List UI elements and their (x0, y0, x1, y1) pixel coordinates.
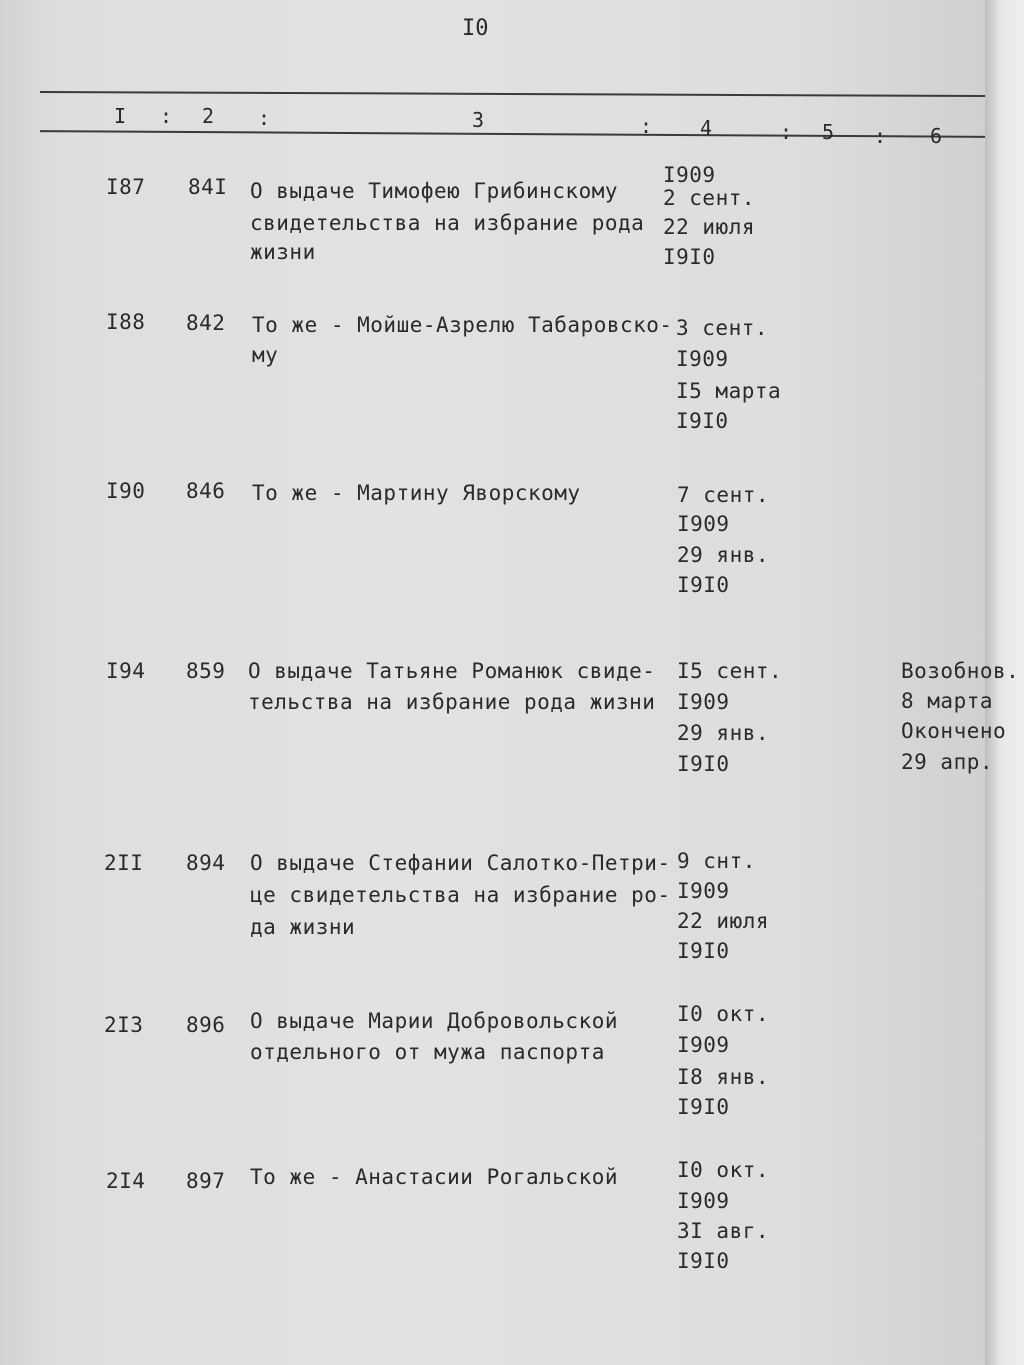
entry-text-line: О выдаче Марии Добровольской (250, 1009, 619, 1033)
entry-number: 2I4 (106, 1169, 146, 1193)
entry-date-line: I909 (677, 1189, 730, 1213)
entry-date-line: 29 янв. (677, 543, 770, 567)
header-col-6: 6 (930, 124, 943, 148)
header-col-1: I (114, 104, 127, 128)
entry-text-line: жизни (250, 240, 316, 264)
header-col-3: 3 (472, 108, 485, 132)
entry-text-line: отдельного от мужа паспорта (250, 1040, 605, 1064)
entry-date-line: I9I0 (677, 1249, 730, 1273)
header-col-5: 5 (822, 120, 835, 144)
entry-text-line: О выдаче Стефании Салотко-Петри- (250, 851, 671, 875)
header-sep-1: : (160, 104, 173, 128)
entry-number: I90 (106, 479, 146, 503)
entry-text-line: О выдаче Татьяне Романюк свиде- (248, 659, 656, 683)
header-col-4: 4 (700, 116, 713, 140)
entry-date-line: I8 янв. (677, 1065, 770, 1089)
entry-number: I88 (106, 310, 146, 334)
entry-date-line: 3I авг. (677, 1219, 770, 1243)
entry-date-line: I909 (677, 512, 730, 536)
entry-number: 2I3 (104, 1013, 144, 1037)
entry-date-line: 2 сент. (663, 186, 756, 210)
entry-case-number: 846 (186, 479, 226, 503)
entry-note-line: 8 марта (901, 689, 994, 713)
entry-text-line: свидетельства на избрание рода (250, 211, 645, 235)
entry-date-line: 22 июля (663, 215, 756, 239)
entry-date-line: I9I0 (677, 1095, 730, 1119)
entry-date-line: 9 снт. (677, 849, 756, 873)
header-sep-4: : (780, 120, 793, 144)
entry-date-line: I0 окт. (677, 1002, 770, 1026)
entry-text-line: тельства на избрание рода жизни (248, 690, 656, 714)
entry-case-number: 859 (186, 659, 226, 683)
entry-date-line: I9I0 (677, 939, 730, 963)
header-sep-5: : (874, 124, 887, 148)
entry-date-line: I9I0 (663, 245, 716, 269)
entry-number: I87 (106, 175, 146, 199)
entry-date-line: I5 марта (676, 379, 782, 403)
entry-date-line: I909 (677, 879, 730, 903)
entry-number: I94 (106, 659, 146, 683)
entry-text-line: То же - Анастасии Рогальской (250, 1165, 619, 1189)
page-number: I0 (462, 16, 489, 41)
entry-date-line: 29 янв. (677, 721, 770, 745)
entry-text-line: му (252, 343, 279, 367)
entry-note-line: 29 апр. (901, 750, 994, 774)
entry-text-line: це свидетельства на избрание ро- (250, 883, 671, 907)
entry-case-number: 896 (186, 1013, 226, 1037)
entry-text-line: То же - Мартину Яворскому (252, 481, 581, 505)
entry-date-line: 3 сент. (676, 316, 769, 340)
entry-date-line: I909 (677, 1033, 730, 1057)
entry-date-line: I9I0 (676, 409, 729, 433)
entry-date-line: I909 (676, 347, 729, 371)
entry-date-line: I9I0 (677, 752, 730, 776)
header-sep-3: : (640, 114, 653, 138)
header-sep-2: : (258, 106, 271, 130)
entry-date-line: I909 (677, 690, 730, 714)
entry-case-number: 842 (186, 311, 226, 335)
entry-date-line: 22 июля (677, 909, 770, 933)
entry-date-line: I9I0 (677, 573, 730, 597)
entry-date-line: I909 (663, 163, 716, 187)
entry-case-number: 84I (188, 175, 228, 199)
entry-text-line: О выдаче Тимофею Грибинскому (250, 179, 619, 203)
entry-date-line: 7 сент. (677, 483, 770, 507)
entry-case-number: 894 (186, 851, 226, 875)
entry-date-line: I5 сент. (677, 659, 783, 683)
header-col-2: 2 (202, 104, 215, 128)
entry-note-line: Возобнов. (901, 659, 1020, 683)
entry-number: 2II (104, 851, 144, 875)
entry-text-line: да жизни (250, 915, 356, 939)
entry-note-line: Окончено (901, 719, 1007, 743)
entry-text-line: То же - Мойше-Азрелю Табаровско- (252, 313, 673, 337)
entry-date-line: I0 окт. (677, 1158, 770, 1182)
entry-case-number: 897 (186, 1169, 226, 1193)
